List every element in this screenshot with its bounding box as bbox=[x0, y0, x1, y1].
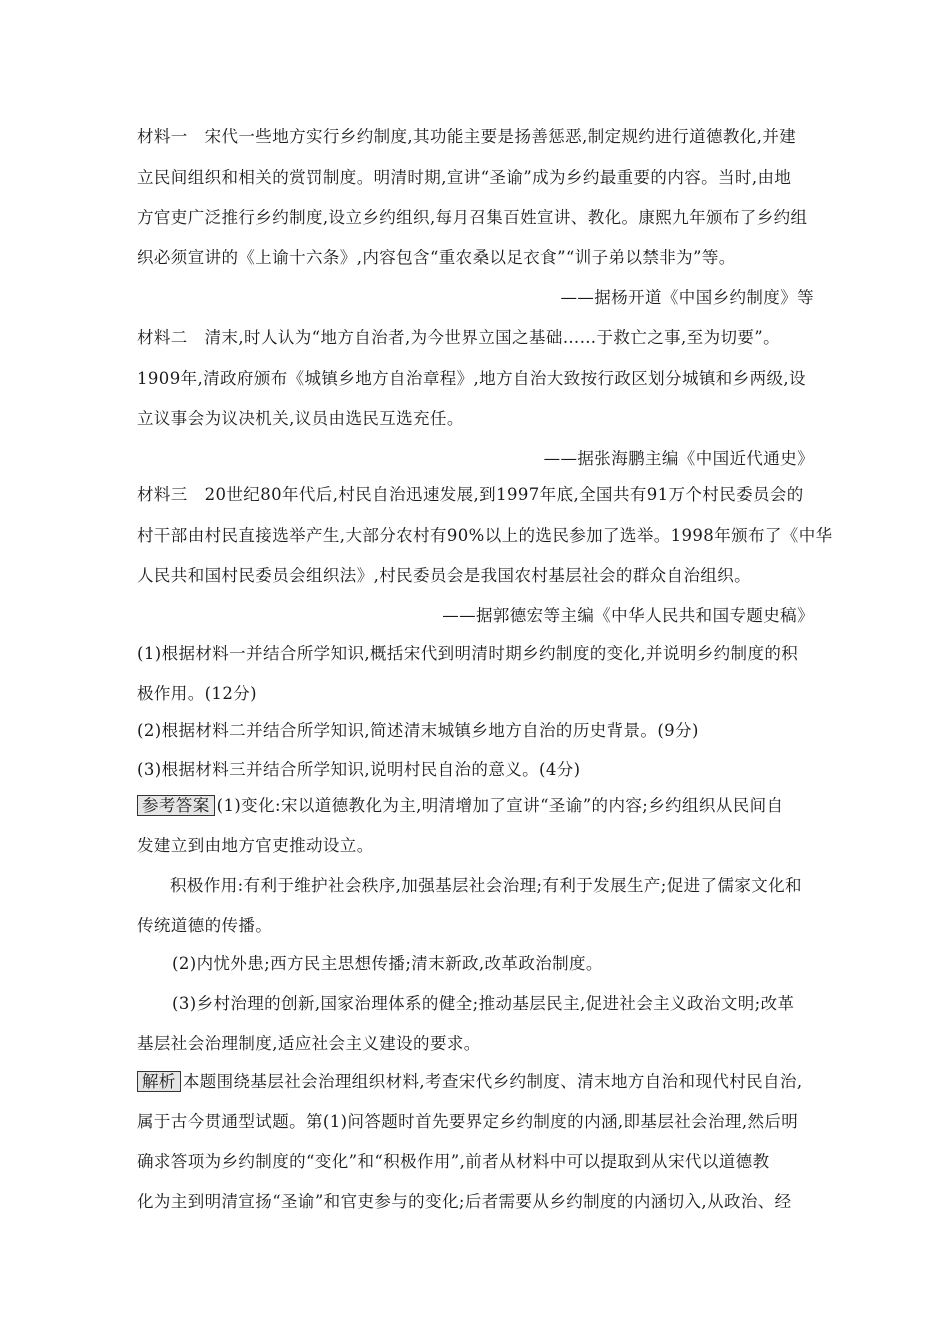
question-3: (3)根据材料三并结合所学知识,说明村民自治的意义。(4分) bbox=[137, 760, 581, 779]
analysis-line-3: 确求答项为乡约制度的“变化”和“积极作用”,前者从材料中可以提取到从宋代以道德教 bbox=[137, 1152, 770, 1171]
analysis-line-4: 化为主到明清宣扬“圣谕”和官吏参与的变化;后者需要从乡约制度的内涵切入,从政治、经 bbox=[137, 1192, 792, 1211]
material1-line-1: 材料一 宋代一些地方实行乡约制度,其功能主要是扬善惩恶,制定规约进行道德教化,并建 bbox=[137, 127, 797, 146]
answer-line-6: (3)乡村治理的创新,国家治理体系的健全;推动基层民主,促进社会主义政治文明;改革 bbox=[172, 994, 795, 1013]
answer-line-1 bbox=[137, 795, 783, 817]
question-1-line-1: (1)根据材料一并结合所学知识,概括宋代到明清时期乡约制度的变化,并说明乡约制度的积 bbox=[137, 644, 799, 663]
material3-line-2: 村干部由村民直接选举产生,大部分农村有90%以上的选民参加了选举。1998年颁布了《中华 bbox=[137, 526, 833, 545]
material2-source: ——据张海鹏主编《中国近代通史》 bbox=[543, 449, 814, 468]
material3-source: ——据郭德宏等主编《中华人民共和国专题史稿》 bbox=[442, 606, 814, 625]
material1-line-3: 方官吏广泛推行乡约制度,设立乡约组织,每月召集百姓宣讲、教化。康熙九年颁布了乡约组 bbox=[137, 208, 808, 227]
material1-line-2: 立民间组织和相关的赏罚制度。明清时期,宣讲“圣谕”成为乡约最重要的内容。当时,由地 bbox=[137, 168, 792, 187]
answer-line-7: 基层社会治理制度,适应社会主义建设的要求。 bbox=[137, 1034, 481, 1053]
answer-label-box: 参考答案 bbox=[137, 795, 215, 816]
analysis-text-1: 本题围绕基层社会治理组织材料,考查宋代乡约制度、清末地方自治和现代村民自治, bbox=[182, 1072, 803, 1091]
answer-text-1: (1)变化:宋以道德教化为主,明清增加了宣讲“圣谕”的内容;乡约组织从民间自 bbox=[216, 796, 784, 815]
material3-line-3: 人民共和国村民委员会组织法》,村民委员会是我国农村基层社会的群众自治组织。 bbox=[137, 566, 752, 585]
material2-line-1: 材料二 清末,时人认为“地方自治者,为今世界立国之基础……于救亡之事,至为切要”。 bbox=[137, 328, 781, 347]
analysis-label-box: 解析 bbox=[137, 1071, 181, 1092]
answer-line-2: 发建立到由地方官吏推动设立。 bbox=[137, 836, 374, 855]
answer-line-3: 积极作用:有利于维护社会秩序,加强基层社会治理;有利于发展生产;促进了儒家文化和 bbox=[170, 876, 802, 895]
material3-line-1: 材料三 20世纪80年代后,村民自治迅速发展,到1997年底,全国共有91万个村民委员会的 bbox=[137, 485, 804, 504]
analysis-line-2: 属于古今贯通型试题。第(1)问答题时首先要界定乡约制度的内涵,即基层社会治理,然后明 bbox=[137, 1112, 799, 1131]
analysis-line-1 bbox=[137, 1071, 803, 1093]
answer-line-4: 传统道德的传播。 bbox=[137, 916, 273, 935]
answer-line-5: (2)内忧外患;西方民主思想传播;清末新政,改革政治制度。 bbox=[172, 954, 603, 973]
material1-source: ——据杨开道《中国乡约制度》等 bbox=[560, 288, 814, 307]
material2-line-2: 1909年,清政府颁布《城镇乡地方自治章程》,地方自治大致按行政区划分城镇和乡两级,设 bbox=[137, 369, 806, 388]
material1-line-4: 织必须宣讲的《上谕十六条》,内容包含“重农桑以足衣食”“训子弟以禁非为”等。 bbox=[137, 248, 736, 267]
material2-line-3: 立议事会为议决机关,议员由选民互选充任。 bbox=[137, 409, 464, 428]
question-2: (2)根据材料二并结合所学知识,简述清末城镇乡地方自治的历史背景。(9分) bbox=[137, 721, 699, 740]
question-1-line-2: 极作用。(12分) bbox=[137, 684, 257, 703]
